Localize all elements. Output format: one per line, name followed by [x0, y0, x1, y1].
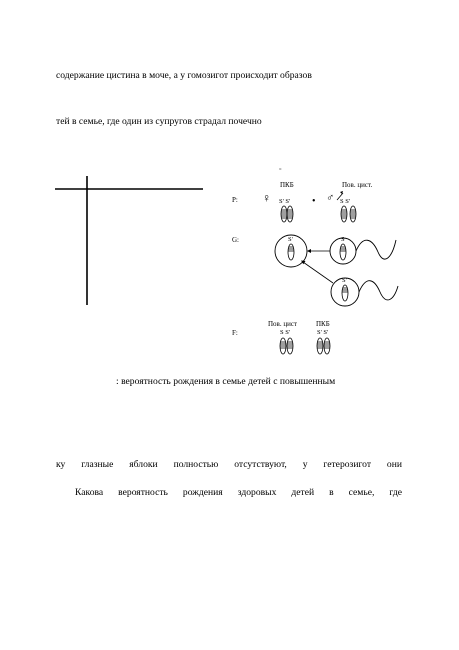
sperm-cell-1: [330, 238, 396, 264]
text-line-1: содержание цистина в моче, а у гомозигот происходит образов: [56, 70, 312, 81]
mother-chromosomes: [281, 206, 293, 222]
father-chromosomes: [341, 206, 356, 222]
gamete3-gene: S': [342, 277, 347, 284]
child1-chromosomes: [280, 338, 293, 354]
text-line-2: тей в семье, где один из супругов страдал почечно: [56, 116, 262, 127]
child1-label: Пов. цист: [268, 320, 298, 328]
male-icon: ♂: [326, 192, 335, 204]
female-icon: ♀: [262, 191, 271, 205]
text-line-3: : вероятность рождения в семье детей с повышенным: [116, 376, 336, 387]
row-g-label: G:: [232, 236, 239, 244]
mother-genes: S' S': [279, 198, 291, 205]
child2-genes: S' S': [317, 329, 329, 336]
child2-chromosomes: [317, 338, 330, 354]
gamete1-gene: S': [288, 236, 293, 243]
gamete2-gene: S: [341, 236, 345, 243]
child1-genes: S S': [280, 329, 291, 336]
row-f-label: F:: [232, 329, 238, 337]
text-line-5: Какова вероятность рождения здоровых детей в семье, где: [75, 487, 402, 498]
father-label: Пов. цист.: [342, 181, 373, 189]
cross-dot: •: [312, 196, 316, 207]
mother-label: ПКБ: [280, 181, 294, 189]
child2-label: ПКБ: [316, 320, 330, 328]
top-small-mark: °: [279, 167, 282, 174]
father-genes: S S': [340, 198, 351, 205]
text-line-4: ку глазные яблоки полностью отсутствуют, у гетерозигот они: [56, 459, 402, 470]
row-p-label: P:: [232, 196, 238, 204]
